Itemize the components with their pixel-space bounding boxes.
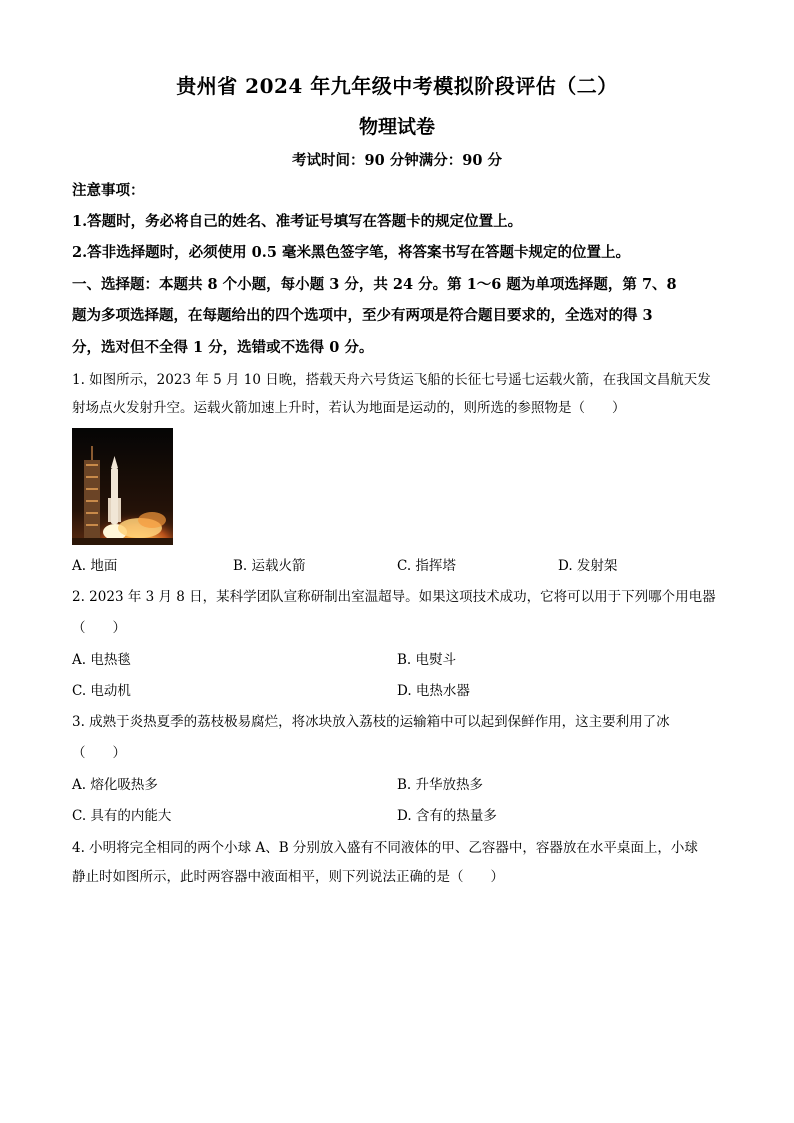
rocket-launch-image [72,428,173,545]
notes-item-2: 2.答非选择题时，必须使用 0.5 毫米黑色签字笔，将答案书写在答题卡规定的位置上。 [72,244,630,261]
q1-option-d[interactable]: D. 发射架 [558,558,618,574]
q3-option-c[interactable]: C. 具有的内能大 [72,808,172,824]
exam-info: 考试时间：90 分钟满分：90 分 [292,152,502,169]
section1-instructions-line2: 题为多项选择题，在每题给出的四个选项中，至少有两项是符合题目要求的，全选对的得 3 [72,307,653,324]
q1-option-a[interactable]: A. 地面 [72,558,118,574]
q3-stem-line2: （ ） [72,745,126,761]
q1-option-b[interactable]: B. 运载火箭 [233,558,306,574]
q1-stem-line2: 射场点火发射升空。运载火箭加速上升时，若认为地面是运动的，则所选的参照物是（ ） [72,400,626,416]
q1-option-c[interactable]: C. 指挥塔 [397,558,456,574]
q2-option-d[interactable]: D. 电热水器 [397,683,470,699]
q3-option-b[interactable]: B. 升华放热多 [397,777,484,793]
q3-stem-line1: 3. 成熟于炎热夏季的荔枝极易腐烂，将冰块放入荔枝的运输箱中可以起到保鲜作用，这主要利用了冰 [72,714,670,730]
section1-instructions-line1: 一、选择题：本题共 8 个小题，每小题 3 分，共 24 分。第 1～6 题为单项选择题，第 7、8 [72,276,677,293]
notes-heading: 注意事项： [72,182,145,199]
q2-option-c[interactable]: C. 电动机 [72,683,131,699]
q2-option-b[interactable]: B. 电熨斗 [397,652,457,668]
q1-stem-line1: 1. 如图所示，2023 年 5 月 10 日晚，搭载天舟六号货运飞船的长征七号遥七运载火箭，在我国文昌航天发 [72,372,711,388]
q4-stem-line1: 4. 小明将完全相同的两个小球 A、B 分别放入盛有不同液体的甲、乙容器中，容器放在水平桌面上，小球 [72,840,698,856]
q4-stem-line2: 静止时如图所示，此时两容器中液面相平，则下列说法正确的是（ ） [72,869,504,885]
q3-option-a[interactable]: A. 熔化吸热多 [72,777,158,793]
page-subtitle: 物理试卷 [358,116,435,138]
section1-instructions-line3: 分，选对但不全得 1 分，选错或不选得 0 分。 [72,339,374,356]
q2-stem-line2: （ ） [72,620,126,636]
q3-option-d[interactable]: D. 含有的热量多 [397,808,497,824]
notes-item-1: 1.答题时，务必将自己的姓名、准考证号填写在答题卡的规定位置上。 [72,213,523,230]
q2-option-a[interactable]: A. 电热毯 [72,652,131,668]
page-title: 贵州省 2024 年九年级中考模拟阶段评估（二） [176,74,618,98]
q2-stem-line1: 2. 2023 年 3 月 8 日，某科学团队宣称研制出室温超导。如果这项技术成功，它将可以用于下列哪个用电器 [72,589,716,605]
